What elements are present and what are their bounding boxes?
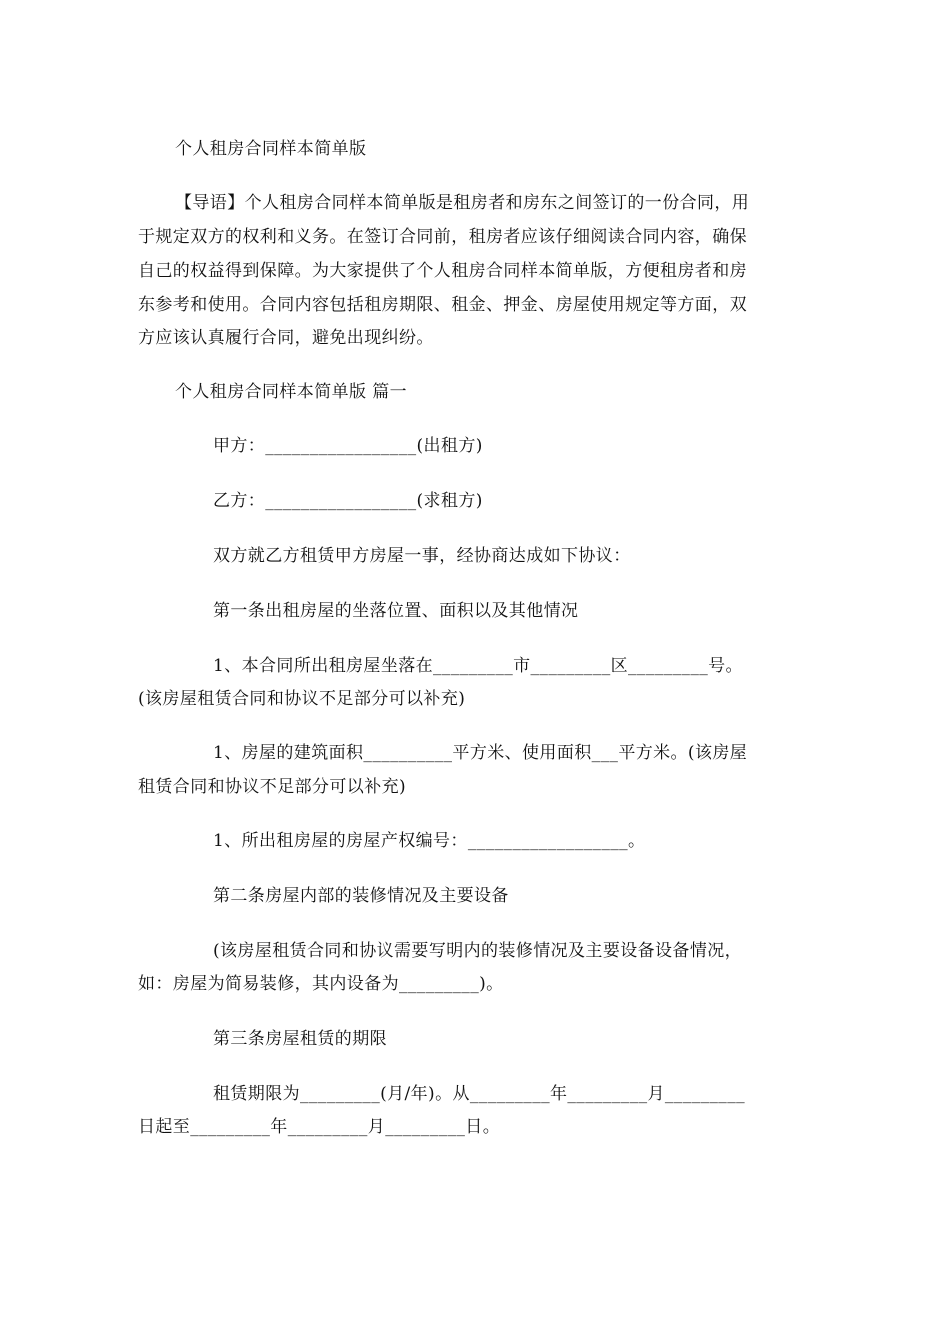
- document-title: 个人租房合同样本简单版: [175, 139, 367, 159]
- article3-heading: 第三条房屋租赁的期限: [213, 1029, 387, 1049]
- article1-item1-line2: (该房屋租赁合同和协议不足部分可以补充): [138, 689, 466, 709]
- section-heading: 个人租房合同样本简单版 篇一: [175, 382, 408, 402]
- intro-line-3: 自己的权益得到保障。为大家提供了个人租房合同样本简单版，方便租房者和房: [138, 261, 747, 281]
- article2-body-line2: 如：房屋为简易装修，其内设备为_________)。: [138, 974, 504, 994]
- agreement-line: 双方就乙方租赁甲方房屋一事，经协商达成如下协议：: [213, 546, 631, 566]
- article1-item1-line1: 1、本合同所出租房屋坐落在_________市_________区_________号。: [213, 656, 743, 676]
- article3-body-line2: 日起至_________年_________月_________日。: [138, 1117, 501, 1137]
- intro-line-4: 东参考和使用。合同内容包括租房期限、租金、押金、房屋使用规定等方面，双: [138, 295, 747, 315]
- party-a-line: 甲方：_________________(出租方): [213, 436, 483, 456]
- article2-body-line1: (该房屋租赁合同和协议需要写明内的装修情况及主要设备设备情况，: [213, 941, 743, 961]
- intro-line-1: 【导语】个人租房合同样本简单版是租房者和房东之间签订的一份合同，用: [175, 193, 750, 213]
- intro-line-2: 于规定双方的权利和义务。在签订合同前，租房者应该仔细阅读合同内容，确保: [138, 227, 747, 247]
- intro-line-5: 方应该认真履行合同，避免出现纠纷。: [138, 328, 434, 348]
- party-b-line: 乙方：_________________(求租方): [213, 491, 483, 511]
- article2-heading: 第二条房屋内部的装修情况及主要设备: [213, 886, 509, 906]
- article1-item2-line1: 1、房屋的建筑面积__________平方米、使用面积___平方米。(该房屋: [213, 743, 748, 763]
- article3-body-line1: 租赁期限为_________(月/年)。从_________年_________月_________: [213, 1084, 745, 1104]
- article1-item3: 1、所出租房屋的房屋产权编号：__________________。: [213, 831, 646, 851]
- article1-item2-line2: 租赁合同和协议不足部分可以补充): [138, 777, 407, 797]
- article1-heading: 第一条出租房屋的坐落位置、面积以及其他情况: [213, 601, 579, 621]
